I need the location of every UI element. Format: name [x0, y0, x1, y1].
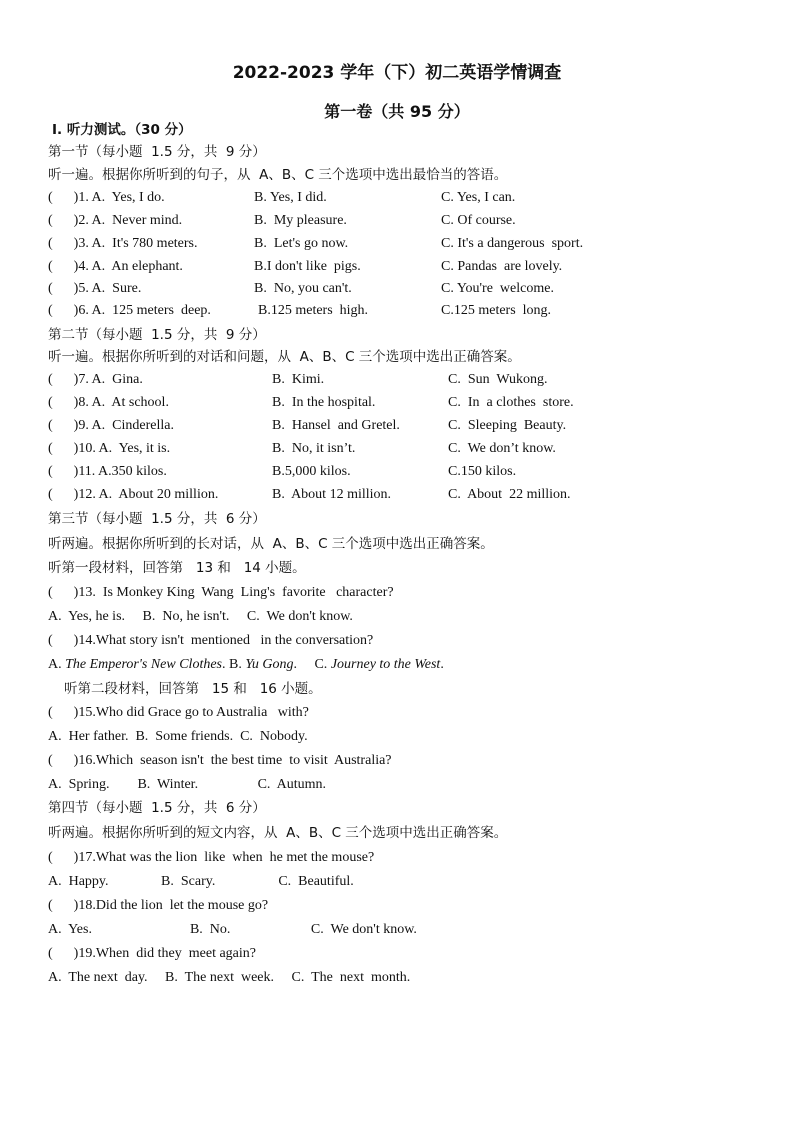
section-header: 第三节（每小题 1.5 分，共 6 分）	[48, 511, 266, 527]
question-options: A. Yes. B. No. C. We don't know.	[48, 922, 417, 937]
option-c: C. Yes, I can.	[441, 190, 516, 205]
section-instruction: 听一遍。根据你所听到的句子，从 A、B、C 三个选项中选出最恰当的答语。	[48, 167, 508, 183]
section-instruction: 听两遍。根据你所听到的长对话，从 A、B、C 三个选项中选出正确答案。	[48, 536, 494, 552]
page-title: 2022-2023 学年（下）初二英语学情调查	[232, 63, 562, 83]
option-b: B. My pleasure.	[254, 213, 347, 228]
question-stem: ( )5. A. Sure.	[48, 281, 142, 296]
option-end: .	[440, 657, 444, 672]
question-stem: ( )9. A. Cinderella.	[48, 418, 174, 433]
option-c: C. We don’t know.	[448, 441, 556, 456]
option-b-prefix: . B.	[222, 657, 246, 672]
option-c: C. You're welcome.	[441, 281, 554, 296]
option-c: C. In a clothes store.	[448, 395, 574, 410]
option-c: C. It's a dangerous sport.	[441, 236, 584, 251]
option-c-title: Journey to the West	[330, 657, 441, 672]
option-b: B. Let's go now.	[254, 236, 349, 251]
option-b: B.125 meters high.	[258, 303, 369, 318]
section-instruction: 听两遍。根据你所听到的短文内容，从 A、B、C 三个选项中选出正确答案。	[48, 825, 508, 841]
option-c: C.150 kilos.	[448, 464, 517, 479]
question-stem: ( )3. A. It's 780 meters.	[48, 236, 198, 251]
volume-title: 第一卷（共 95 分）	[324, 102, 470, 121]
question-stem: ( )11. A.350 kilos.	[48, 464, 167, 479]
option-c: C. About 22 million.	[448, 487, 571, 502]
option-b: B. Hansel and Gretel.	[272, 418, 400, 433]
option-b: B. Kimi.	[272, 372, 325, 387]
option-b: B.5,000 kilos.	[272, 464, 351, 479]
option-b: B. No, it isn’t.	[272, 441, 356, 456]
question-options: A. The next day. B. The next week. C. The next month.	[48, 970, 411, 985]
option-b: B.I don't like pigs.	[254, 259, 361, 274]
question-stem: ( )15.Who did Grace go to Australia with?	[48, 705, 309, 720]
option-c: C. Sun Wukong.	[448, 372, 548, 387]
question-stem: ( )6. A. 125 meters deep.	[48, 303, 211, 318]
question-stem: ( )8. A. At school.	[48, 395, 169, 410]
option-c-prefix: . C.	[293, 657, 331, 672]
section-header: 第二节（每小题 1.5 分，共 9 分）	[48, 327, 266, 343]
question-stem: ( )19.When did they meet again?	[48, 946, 256, 961]
option-c: C.125 meters long.	[441, 303, 552, 318]
option-a-title: The Emperor's New Clothes	[65, 657, 222, 672]
option-b: B. In the hospital.	[272, 395, 376, 410]
option-c: C. Sleeping Beauty.	[448, 418, 567, 433]
option-b: B. No, you can't.	[254, 281, 352, 296]
question-stem: ( )4. A. An elephant.	[48, 259, 183, 274]
section-instruction: 听一遍。根据你所听到的对话和问题，从 A、B、C 三个选项中选出正确答案。	[48, 349, 521, 365]
sub-instruction: 听第一段材料，回答第 13 和 14 小题。	[48, 560, 306, 576]
question-stem: ( )7. A. Gina.	[48, 372, 143, 387]
question-options: A. Happy. B. Scary. C. Beautiful.	[48, 874, 354, 889]
option-b: B. About 12 million.	[272, 487, 392, 502]
question-stem: ( )16.Which season isn't the best time to visit Australia?	[48, 753, 392, 768]
option-b: B. Yes, I did.	[254, 190, 327, 205]
option-c: C. Pandas are lovely.	[441, 259, 563, 274]
question-stem: ( )17.What was the lion like when he met the mouse?	[48, 850, 375, 865]
option-c: C. Of course.	[441, 213, 516, 228]
question-stem: ( )18.Did the lion let the mouse go?	[48, 898, 269, 913]
section-header: 第四节（每小题 1.5 分，共 6 分）	[48, 800, 266, 816]
option-a-prefix: A.	[48, 657, 66, 672]
question-stem: ( )14.What story isn't mentioned in the conversation?	[48, 633, 374, 648]
question-stem: ( )2. A. Never mind.	[48, 213, 183, 228]
question-stem: ( )10. A. Yes, it is.	[48, 441, 171, 456]
question-stem: ( )1. A. Yes, I do.	[48, 190, 165, 205]
sub-instruction: 听第二段材料，回答第 15 和 16 小题。	[64, 681, 322, 697]
section-header: 第一节（每小题 1.5 分，共 9 分）	[48, 144, 266, 160]
question-options: A. Yes, he is. B. No, he isn't. C. We don't know.	[48, 609, 353, 624]
question-options: A. Her father. B. Some friends. C. Nobody.	[48, 729, 308, 744]
question-stem: ( )13. Is Monkey King Wang Ling's favorite character?	[48, 585, 394, 600]
option-b-title: Yu Gong	[245, 657, 294, 672]
question-options: A. Spring. B. Winter. C. Autumn.	[48, 777, 327, 792]
question-stem: ( )12. A. About 20 million.	[48, 487, 219, 502]
part-heading: Ⅰ. 听力测试。（30 分）	[52, 122, 192, 138]
question-options	[48, 656, 444, 674]
